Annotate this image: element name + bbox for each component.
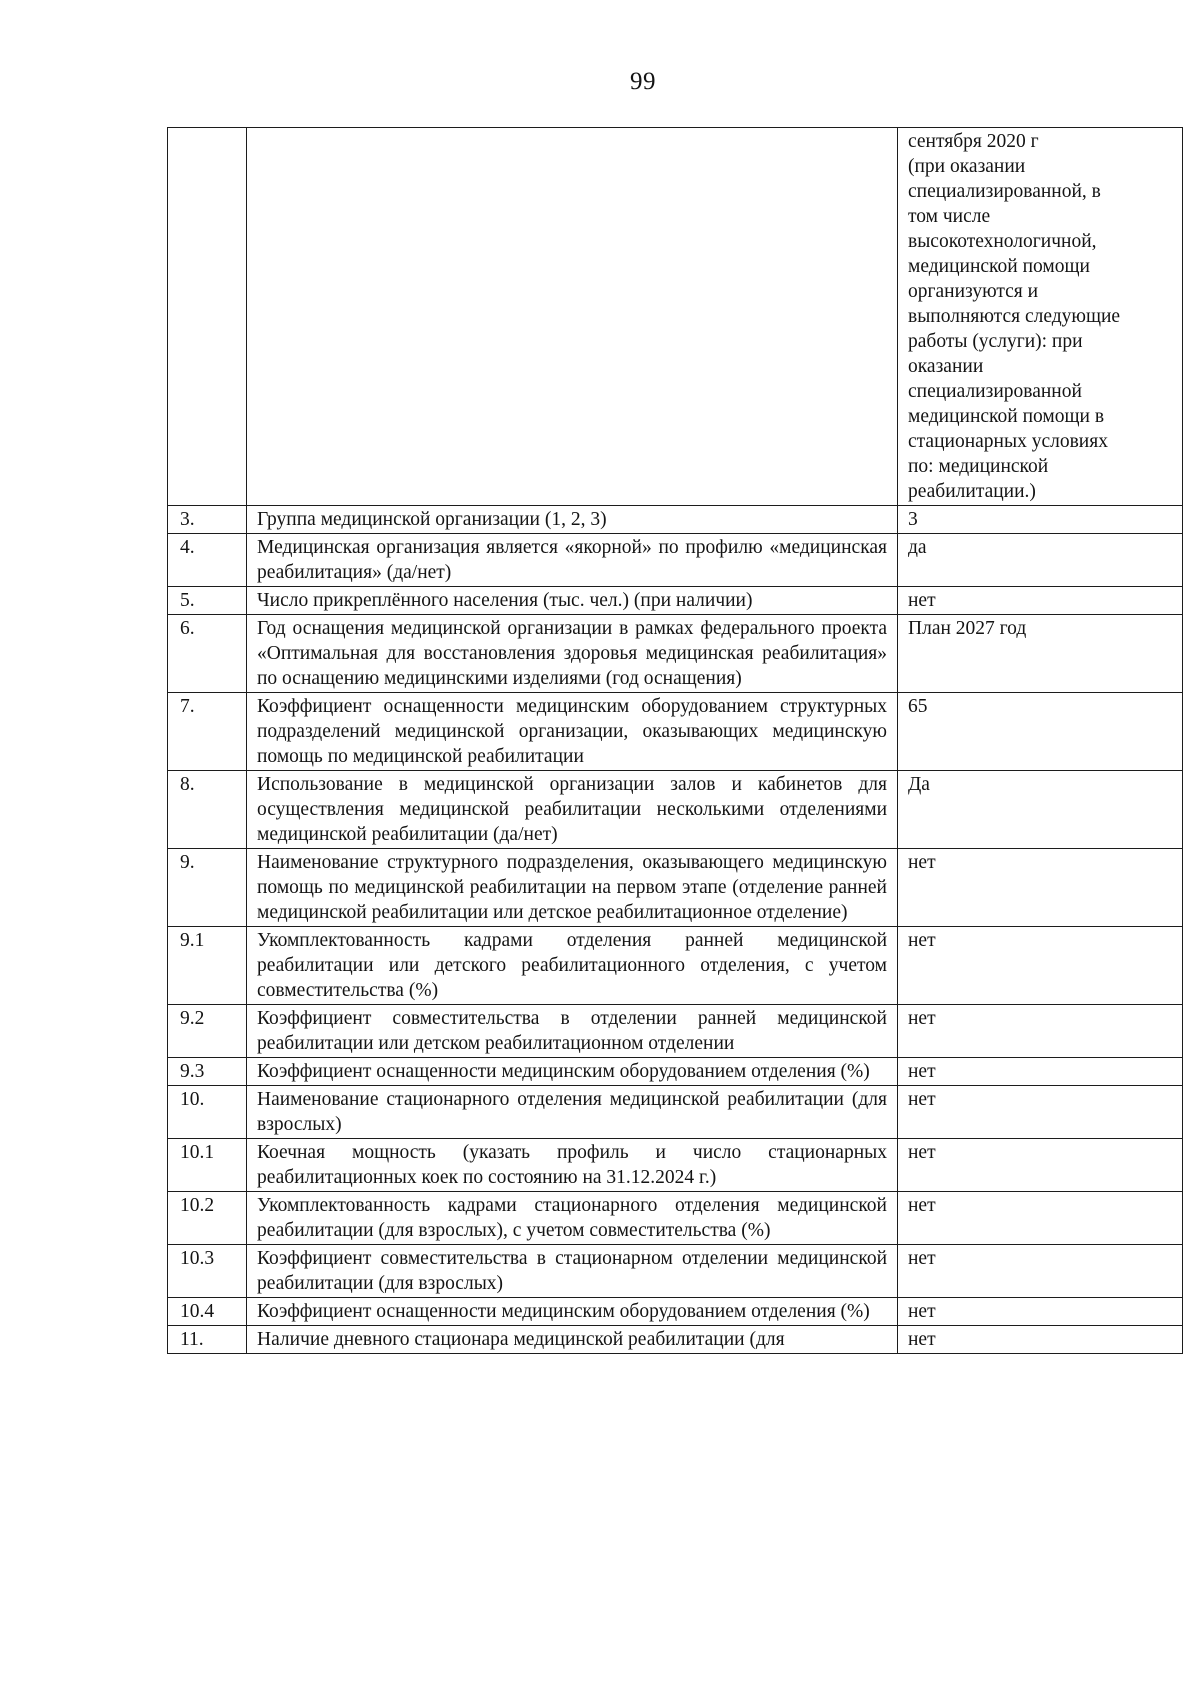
table-row-continuation [168,128,1183,506]
row-number-cell: 9.3 [168,1058,247,1086]
row-value-cell: 3 [898,506,1183,534]
table-row [168,1058,1183,1086]
table-row [168,1086,1183,1139]
row-value-cell: Да [898,771,1183,849]
row-value-cell: нет [898,1058,1183,1086]
table-row [168,849,1183,927]
table-row [168,927,1183,1005]
row-description-cell: Укомплектованность кадрами стационарного отделения медицинской реабилитации (для взрослых), с учетом совместительства (%) [247,1192,898,1245]
row-description-cell: Коечная мощность (указать профиль и число стационарных реабилитационных коек по состоянию на 31.12.2024 г.) [247,1139,898,1192]
row-description-cell: Коэффициент оснащенности медицинским оборудованием структурных подразделений медицинской организации, оказывающих медицинскую помощь по медицинской реабилитации [247,693,898,771]
row-description-cell: Группа медицинской организации (1, 2, 3) [247,506,898,534]
row-number-cell: 10. [168,1086,247,1139]
table-row [168,1192,1183,1245]
table-row [168,1005,1183,1058]
row-value-cell: нет [898,1005,1183,1058]
row-number-cell: 9.1 [168,927,247,1005]
row-number-cell: 7. [168,693,247,771]
row-number-cell: 3. [168,506,247,534]
table-row [168,534,1183,587]
row-value-cell: нет [898,1086,1183,1139]
row-number-cell: 9.2 [168,1005,247,1058]
table-row [168,693,1183,771]
row-value-cell: нет [898,1139,1183,1192]
table-row [168,587,1183,615]
table-row [168,615,1183,693]
row-value-cell: нет [898,1192,1183,1245]
row-value-cell: сентября 2020 г (при оказании специализированной, в том числе высокотехнологичной, медицинской помощи организуются и выполняются следующие работы (услуги): при оказании специализированной медицинской помощи в стационарных условиях по: медицинской реабилитации.) [898,128,1183,506]
row-description-cell: Наличие дневного стационара медицинской реабилитации (для [247,1326,898,1354]
row-number-cell: 9. [168,849,247,927]
row-description-cell: Использование в медицинской организации залов и кабинетов для осуществления медицинской реабилитации несколькими отделениями медицинской реабилитации (да/нет) [247,771,898,849]
row-description-cell: Наименование структурного подразделения, оказывающего медицинскую помощь по медицинской реабилитации на первом этапе (отделение ранней медицинской реабилитации или детское реабилитационное отделение) [247,849,898,927]
row-description-cell: Медицинская организация является «якорной» по профилю «медицинская реабилитация» (да/нет) [247,534,898,587]
table-row [168,506,1183,534]
row-description-cell: Коэффициент оснащенности медицинским оборудованием отделения (%) [247,1298,898,1326]
table-row [168,1245,1183,1298]
row-value-cell: нет [898,1326,1183,1354]
row-number-cell: 4. [168,534,247,587]
row-description-cell: Год оснащения медицинской организации в рамках федерального проекта «Оптимальная для восстановления здоровья медицинская реабилитация» по оснащению медицинскими изделиями (год оснащения) [247,615,898,693]
row-description-cell [247,128,898,506]
row-number-cell: 5. [168,587,247,615]
row-number-cell: 10.2 [168,1192,247,1245]
row-value-cell: нет [898,927,1183,1005]
row-value-cell: нет [898,1298,1183,1326]
page-number: 99 [630,68,656,95]
row-description-cell: Коэффициент оснащенности медицинским оборудованием отделения (%) [247,1058,898,1086]
row-number-cell: 11. [168,1326,247,1354]
row-description-cell: Коэффициент совместительства в отделении ранней медицинской реабилитации или детском реабилитационном отделении [247,1005,898,1058]
medical-organization-table [167,127,1183,1354]
table-row [168,771,1183,849]
row-number-cell: 6. [168,615,247,693]
table-row [168,1326,1183,1354]
row-description-cell: Коэффициент совместительства в стационарном отделении медицинской реабилитации (для взрослых) [247,1245,898,1298]
row-number-cell: 8. [168,771,247,849]
row-value-cell: да [898,534,1183,587]
row-number-cell: 10.3 [168,1245,247,1298]
table-row [168,1298,1183,1326]
row-value-cell: 65 [898,693,1183,771]
row-description-cell: Укомплектованность кадрами отделения ранней медицинской реабилитации или детского реабилитационного отделения, с учетом совместительства (%) [247,927,898,1005]
table-row [168,1139,1183,1192]
row-number-cell: 10.1 [168,1139,247,1192]
row-description-cell: Наименование стационарного отделения медицинской реабилитации (для взрослых) [247,1086,898,1139]
row-value-cell: нет [898,1245,1183,1298]
row-value-cell: нет [898,849,1183,927]
row-number-cell: 10.4 [168,1298,247,1326]
row-value-cell: нет [898,587,1183,615]
row-description-cell: Число прикреплённого населения (тыс. чел.) (при наличии) [247,587,898,615]
row-number-cell [168,128,247,506]
row-value-cell: План 2027 год [898,615,1183,693]
